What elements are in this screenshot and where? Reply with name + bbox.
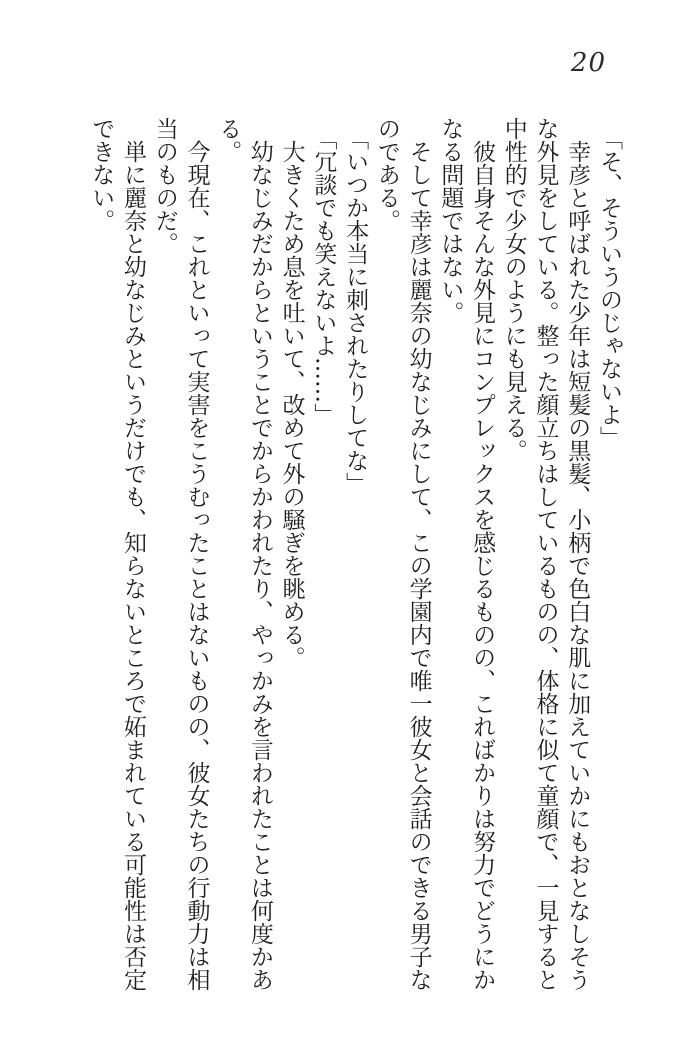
- text-line: のである。: [373, 117, 400, 232]
- text-line: 当のものだ。: [151, 117, 178, 255]
- text-line: 今現在、これといって実害をこうむったことはないものの、彼女たちの行動力は相: [183, 140, 210, 991]
- page-number: 20: [570, 48, 606, 78]
- text-line: 幼なじみだからということでからかわれたり、やっかみを言われたことは何度かあ: [246, 140, 273, 991]
- text-line: なる問題ではない。: [437, 117, 464, 324]
- text-line: 彼自身そんな外見にコンプレックスを感じるものの、こればかりは努力でどうにか: [469, 140, 496, 991]
- text-line: る。: [215, 117, 242, 163]
- text-line: な外見をしている。整った顔立ちはしているものの、体格に似て童顔で、一見すると: [532, 117, 559, 991]
- text-line: 幸彦と呼ばれた少年は短髪の黒髪、小柄で色白な肌に加えていかにもおとなしそう: [564, 140, 591, 991]
- text-line: 「そ、そういうのじゃないよ」: [596, 127, 622, 450]
- text-line: できない。: [88, 117, 115, 232]
- text-line: 単に麗奈と幼なじみというだけでも、知らないところで妬まれている可能性は否定: [119, 140, 146, 991]
- vertical-text-block: [85, 117, 624, 997]
- text-line: 中性的で少女のようにも見える。: [500, 117, 527, 462]
- text-line: 「いつか本当に刺されたりしてな」: [342, 127, 369, 496]
- text-line: 「冗談でも笑えないよ……」: [310, 127, 337, 427]
- text-line: 大きくため息を吐いて、改めて外の騒ぎを眺める。: [278, 140, 305, 669]
- text-line: そして幸彦は麗奈の幼なじみにして、この学園内で唯一彼女と会話のできる男子な: [405, 140, 432, 991]
